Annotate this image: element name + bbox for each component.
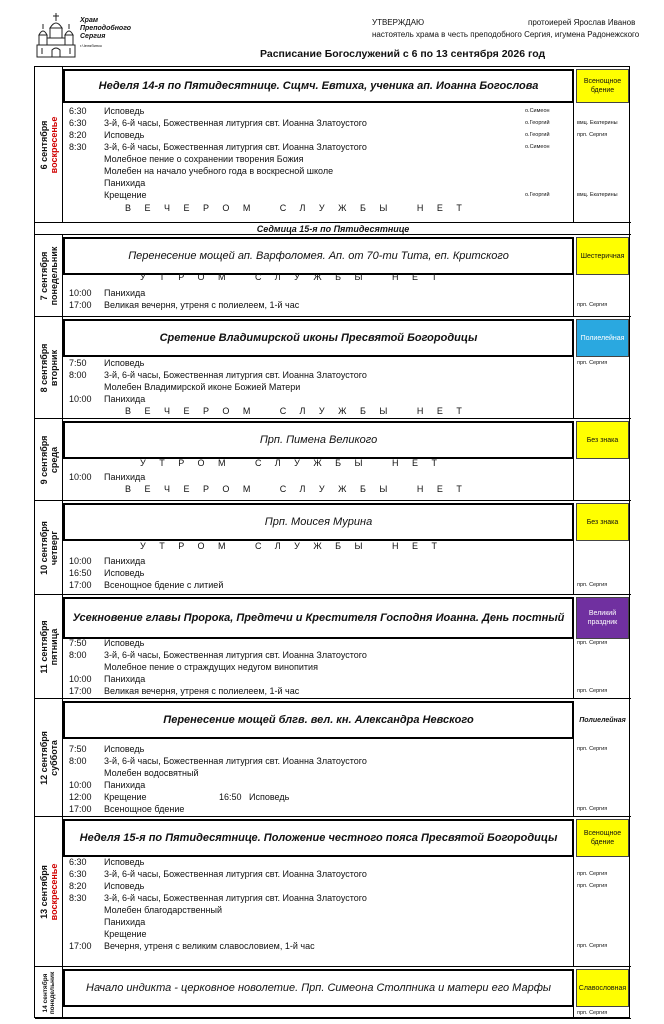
service-text: Панихида bbox=[104, 178, 146, 188]
date-column bbox=[35, 595, 63, 698]
chapel-name: прп. Сергия bbox=[577, 132, 608, 138]
priest-name: о.Георгий bbox=[525, 120, 550, 126]
page-title: Расписание Богослужений с 6 по 13 сентября 2026 год bbox=[260, 48, 546, 60]
service-time: 10:00 bbox=[69, 556, 92, 566]
feast-title bbox=[63, 597, 574, 639]
service-time: 8:00 bbox=[69, 370, 87, 380]
service-text: Панихида bbox=[104, 780, 146, 790]
chapel-name: прп. Сергия bbox=[577, 688, 608, 694]
weekly-note: Седмица 15-я по Пятидесятнице bbox=[35, 223, 631, 235]
priest-name: о.Симеон bbox=[525, 144, 550, 150]
service-rank-badge: Полиелейная bbox=[576, 319, 629, 357]
chapel-name: прп. Сергия bbox=[577, 746, 608, 752]
date-column bbox=[35, 699, 63, 816]
date-label bbox=[39, 343, 59, 392]
service-text: Крещение bbox=[104, 929, 147, 939]
service-text: Исповедь bbox=[249, 792, 290, 802]
service-text: Панихида bbox=[104, 288, 146, 298]
chapel-name: прп. Сергия bbox=[577, 806, 608, 812]
chapel-name: прп. Сергия bbox=[577, 883, 608, 889]
evening-none-note: ВЕЧЕРОМ СЛУЖБЫ НЕТ bbox=[125, 406, 476, 416]
priest-name: о.Георгий bbox=[525, 192, 550, 198]
service-time: 10:00 bbox=[69, 472, 92, 482]
weekday-text: вторник bbox=[48, 349, 59, 386]
chapel-name: прп. Сергия bbox=[577, 582, 608, 588]
feast-text: Прп. Моисея Мурина bbox=[264, 516, 373, 528]
service-text: 3-й, 6-й часы, Божественная литургия свт. Иоанна Златоустого bbox=[104, 142, 367, 152]
date-text: 7 сентября bbox=[38, 251, 49, 300]
weekday-text: суббота bbox=[48, 739, 59, 776]
service-text: 3-й, 6-й часы, Божественная литургия свт. Иоанна Златоустого bbox=[104, 756, 367, 766]
chapel-name: прп. Сергия bbox=[577, 943, 608, 949]
service-time: 10:00 bbox=[69, 288, 92, 298]
logo-title: Храм Преподобного Сергия bbox=[80, 17, 132, 40]
morning-none-note: УТРОМ СЛУЖБЫ НЕТ bbox=[140, 458, 451, 468]
service-text: Крещение bbox=[104, 190, 147, 200]
feast-title bbox=[63, 69, 574, 103]
date-text: 10 сентября bbox=[38, 520, 49, 575]
service-time: 8:20 bbox=[69, 130, 87, 140]
service-text: Панихида bbox=[104, 394, 146, 404]
feast-title bbox=[63, 969, 574, 1007]
service-time: 17:00 bbox=[69, 804, 92, 814]
service-time: 8:30 bbox=[69, 893, 87, 903]
service-rank-badge: Без знака bbox=[576, 421, 629, 459]
service-rank-badge: Всенощное бдение bbox=[576, 819, 629, 857]
chapel-name: прп. Сергия bbox=[577, 871, 608, 877]
schedule-table bbox=[34, 66, 630, 1018]
date-column bbox=[35, 67, 63, 222]
service-rank-badge: Полиелейная bbox=[576, 701, 629, 739]
service-text: Панихида bbox=[104, 472, 146, 482]
feast-title bbox=[63, 237, 574, 275]
service-text: Панихида bbox=[104, 674, 146, 684]
date-text: 9 сентября bbox=[38, 435, 49, 484]
service-text: Исповедь bbox=[104, 857, 145, 867]
weekday-text: воскресенье bbox=[48, 863, 59, 920]
service-time: 17:00 bbox=[69, 941, 92, 951]
service-text: Молебен Владимирской иконе Божией Матери bbox=[104, 382, 301, 392]
chapel-name: вмц. Екатерины bbox=[577, 192, 618, 198]
day-block bbox=[35, 235, 631, 317]
service-time: 16:50 bbox=[69, 568, 92, 578]
date-label bbox=[39, 521, 59, 575]
service-rank-badge: Славословная bbox=[576, 969, 629, 1007]
feast-text: Прп. Пимена Великого bbox=[259, 434, 378, 446]
weekday-text: четверг bbox=[48, 530, 59, 565]
weekday-text: пятница bbox=[48, 628, 59, 665]
date-label bbox=[39, 620, 59, 673]
approve-line: настоятель храма в честь преподобного Сергия, игумена Радонежского bbox=[372, 30, 640, 39]
feast-title bbox=[63, 701, 574, 739]
feast-text: Усекновение главы Пророка, Предтечи и Крестителя Господня Иоанна. День постный bbox=[72, 611, 565, 624]
day-block bbox=[35, 817, 631, 967]
feast-text: Неделя 15-я по Пятидесятнице. Положение честного пояса Пресвятой Богородицы bbox=[79, 831, 558, 844]
service-text: 3-й, 6-й часы, Божественная литургия свт. Иоанна Златоустого bbox=[104, 869, 367, 879]
service-text: Панихида bbox=[104, 556, 146, 566]
service-text: Исповедь bbox=[104, 638, 145, 648]
service-time: 6:30 bbox=[69, 118, 87, 128]
chapel-name: прп. Сергия bbox=[577, 302, 608, 308]
service-text: Молебное пение о страждущих недугом винопития bbox=[104, 662, 318, 672]
service-text: 3-й, 6-й часы, Божественная литургия свт. Иоанна Златоустого bbox=[104, 650, 367, 660]
service-rank-badge: Шестеричная bbox=[576, 237, 629, 275]
weekday-text: среда bbox=[48, 446, 59, 473]
weekday-text: понедельник bbox=[48, 971, 56, 1014]
day-block bbox=[35, 699, 631, 817]
service-text: Всенощное бдение с литией bbox=[104, 580, 224, 590]
date-label bbox=[39, 116, 59, 173]
service-time: 12:00 bbox=[69, 792, 92, 802]
service-rank-badge: Великий праздник bbox=[576, 597, 629, 639]
day-block bbox=[35, 595, 631, 699]
day-block bbox=[35, 501, 631, 595]
service-time: 8:00 bbox=[69, 650, 87, 660]
feast-text: Сретение Владимирской иконы Пресвятой Богородицы bbox=[159, 332, 478, 344]
service-time: 16:50 bbox=[219, 792, 242, 802]
feast-title bbox=[63, 503, 574, 541]
date-text: 6 сентября bbox=[38, 120, 49, 169]
service-text: Великая вечерня, утреня с полиелеем, 1-й час bbox=[104, 300, 300, 310]
feast-text: Перенесение мощей ап. Варфоломея. Ап. от 70-ти Тита, еп. Критского bbox=[128, 250, 509, 262]
service-time: 6:30 bbox=[69, 869, 87, 879]
service-time: 7:50 bbox=[69, 358, 87, 368]
approve-name: протоиерей Ярослав Иванов bbox=[528, 18, 636, 27]
service-text: Молебен на начало учебного года в воскресной школе bbox=[104, 166, 334, 176]
morning-none-note: УТРОМ СЛУЖБЫ НЕТ bbox=[140, 541, 451, 551]
weekday-text: понедельник bbox=[48, 246, 59, 305]
date-column bbox=[35, 817, 63, 966]
service-time: 17:00 bbox=[69, 686, 92, 696]
date-column bbox=[35, 501, 63, 594]
service-text: Исповедь bbox=[104, 106, 145, 116]
service-text: Исповедь bbox=[104, 881, 145, 891]
service-time: 7:50 bbox=[69, 638, 87, 648]
service-time: 6:30 bbox=[69, 106, 87, 116]
chapel-name: прп. Сергия bbox=[577, 360, 608, 366]
date-text: 12 сентября bbox=[38, 730, 49, 785]
morning-none-note: УТРОМ СЛУЖБЫ НЕТ bbox=[140, 272, 451, 282]
date-text: 11 сентября bbox=[38, 619, 49, 674]
date-label bbox=[39, 435, 59, 484]
date-column bbox=[35, 967, 63, 1018]
service-text: 3-й, 6-й часы, Божественная литургия свт. Иоанна Златоустого bbox=[104, 893, 367, 903]
day-block bbox=[35, 317, 631, 419]
chapel-name: прп. Сергия bbox=[577, 640, 608, 646]
date-label bbox=[42, 971, 56, 1013]
service-text: Всенощное бдение bbox=[104, 804, 185, 814]
service-time: 10:00 bbox=[69, 780, 92, 790]
day-block bbox=[35, 967, 631, 1019]
church-logo bbox=[34, 12, 144, 62]
service-text: Вечерня, утреня с великим славословием, 1-й час bbox=[104, 941, 315, 951]
service-text: Исповедь bbox=[104, 130, 145, 140]
evening-none-note: ВЕЧЕРОМ СЛУЖБЫ НЕТ bbox=[125, 203, 476, 213]
service-text: Великая вечерня, утреня с полиелеем, 1-й час bbox=[104, 686, 300, 696]
feast-title bbox=[63, 819, 574, 857]
service-time: 10:00 bbox=[69, 394, 92, 404]
service-text: Исповедь bbox=[104, 744, 145, 754]
service-time: 17:00 bbox=[69, 580, 92, 590]
date-column bbox=[35, 317, 63, 418]
service-text: 3-й, 6-й часы, Божественная литургия свт. Иоанна Златоустого bbox=[104, 370, 367, 380]
feast-text: Неделя 14-я по Пятидесятнице. Сщмч. Евтиха, ученика ап. Иоанна Богослова bbox=[98, 80, 539, 92]
services-column bbox=[63, 1007, 574, 1019]
day-block bbox=[35, 419, 631, 501]
date-text: 8 сентября bbox=[38, 343, 49, 392]
approve-word: УТВЕРЖДАЮ bbox=[372, 18, 425, 27]
service-time: 10:00 bbox=[69, 674, 92, 684]
service-text: Панихида bbox=[104, 917, 146, 927]
service-text: 3-й, 6-й часы, Божественная литургия свт. Иоанна Златоустого bbox=[104, 118, 367, 128]
feast-text: Начало индикта - церковное новолетие. Прп. Симеона Столпника и матери его Марфы bbox=[86, 982, 551, 994]
date-column bbox=[35, 235, 63, 316]
feast-title bbox=[63, 319, 574, 357]
church-icon bbox=[34, 12, 78, 60]
priest-name: о.Симеон bbox=[525, 108, 550, 114]
service-time: 8:30 bbox=[69, 142, 87, 152]
chapel-name: вмц. Екатерины bbox=[577, 120, 618, 126]
page-header bbox=[0, 0, 664, 66]
service-time: 17:00 bbox=[69, 300, 92, 310]
service-time: 8:00 bbox=[69, 756, 87, 766]
service-rank-badge: Без знака bbox=[576, 503, 629, 541]
service-text: Молебное пение о сохранении творения Божия bbox=[104, 154, 304, 164]
date-text: 13 сентября bbox=[38, 864, 49, 919]
day-block bbox=[35, 67, 631, 223]
feast-text: Перенесение мощей блгв. вел. кн. Александра Невского bbox=[163, 714, 474, 726]
date-column bbox=[35, 419, 63, 500]
priest-name: о.Георгий bbox=[525, 132, 550, 138]
feast-title bbox=[63, 421, 574, 459]
service-time: 6:30 bbox=[69, 857, 87, 867]
date-label bbox=[39, 246, 59, 305]
service-rank-badge: Всенощное бдение bbox=[576, 69, 629, 103]
service-time: 7:50 bbox=[69, 744, 87, 754]
service-time: 8:20 bbox=[69, 881, 87, 891]
service-text: Исповедь bbox=[104, 568, 145, 578]
service-text: Исповедь bbox=[104, 358, 145, 368]
evening-none-note: ВЕЧЕРОМ СЛУЖБЫ НЕТ bbox=[125, 484, 476, 494]
logo-city: г.Челябинск bbox=[80, 43, 102, 48]
date-label bbox=[39, 863, 59, 920]
date-label bbox=[39, 731, 59, 785]
date-text: 14 сентября bbox=[41, 973, 49, 1012]
weekday-text: воскресенье bbox=[48, 116, 59, 173]
service-text: Молебен водосвятный bbox=[104, 768, 199, 778]
chapel-name: прп. Сергия bbox=[577, 1010, 608, 1016]
service-text: Молебен благодарственный bbox=[104, 905, 222, 915]
service-text: Крещение bbox=[104, 792, 147, 802]
